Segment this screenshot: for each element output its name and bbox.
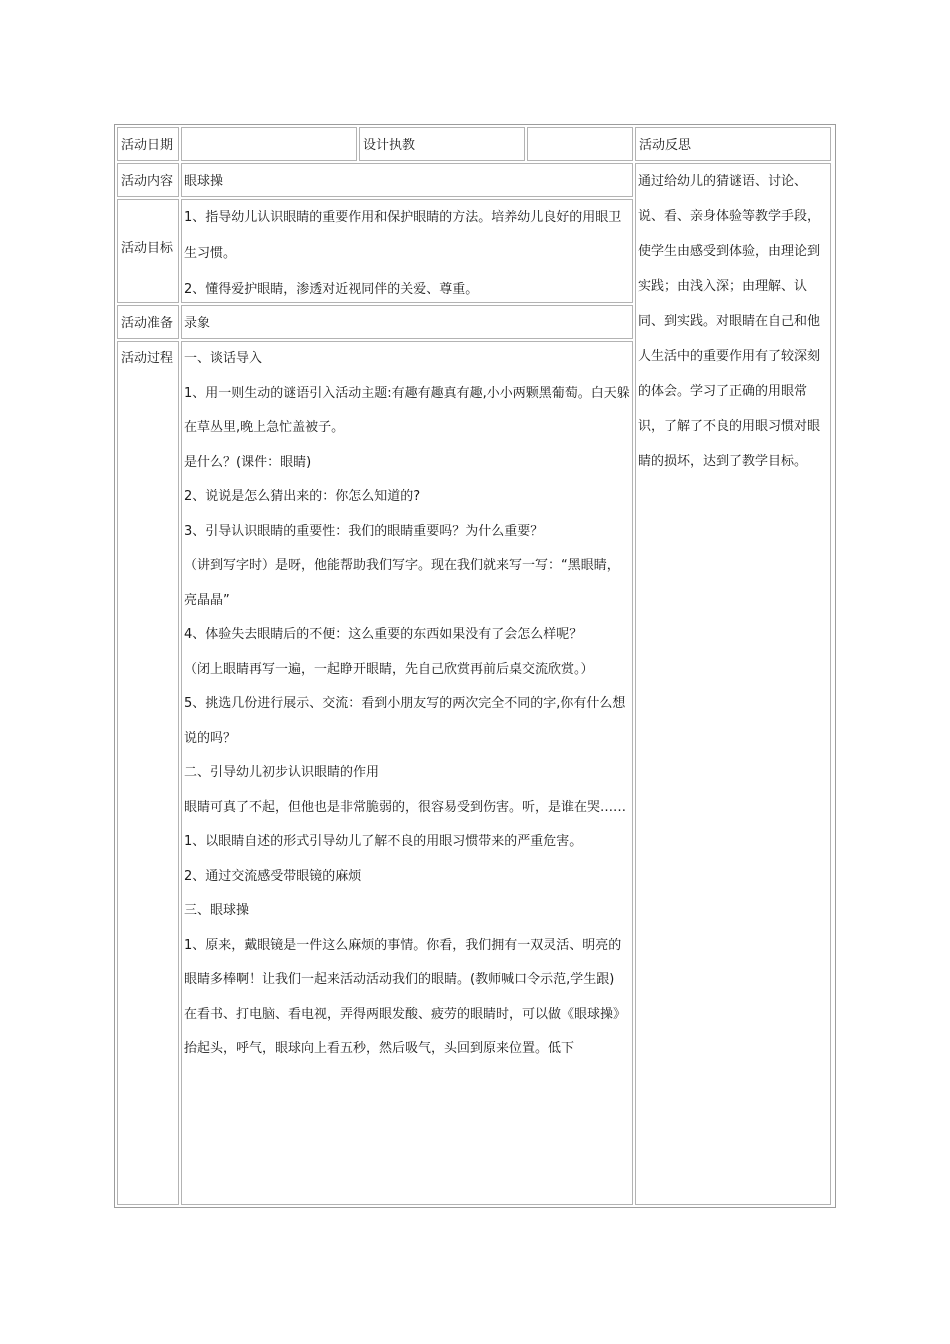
process-line: 5、挑选几份进行展示、交流：看到小朋友写的两次完全不同的字,你有什么想说的吗？ (184, 696, 626, 746)
label-activity-prep: 活动准备 (117, 305, 179, 339)
process-line: 二、引导幼儿初步认识眼睛的作用 (184, 765, 380, 780)
process-line: 4、体验失去眼睛后的不便：这么重要的东西如果没有了会怎么样呢？ (184, 627, 583, 642)
lesson-plan-table (114, 124, 836, 1208)
process-line: 抬起头，呼气，眼球向上看五秒，然后吸气，头回到原来位置。低下 (184, 1041, 575, 1056)
goal-item: 1、指导幼儿认识眼睛的重要作用和保护眼睛的方法。培养幼儿良好的用眼卫生习惯。 (184, 210, 622, 261)
activity-prep-value: 录象 (181, 305, 633, 339)
activity-content-value: 眼球操 (181, 163, 633, 197)
label-design-teacher: 设计执教 (359, 127, 525, 161)
process-line: 1、用一则生动的谜语引入活动主题:有趣有趣真有趣,小小两颗黑葡萄。白天躲在草丛里,晚上急忙盖被子。 (184, 385, 630, 435)
process-line: （讲到写字时）是呀，他能帮助我们写字。现在我们就来写一写：“黑眼睛，亮晶晶” (184, 558, 620, 608)
activity-process-value (181, 341, 633, 1205)
process-line: 一、谈话导入 (184, 351, 263, 366)
process-line: 三、眼球操 (184, 903, 250, 918)
label-activity-content: 活动内容 (117, 163, 179, 197)
goal-item: 2、懂得爱护眼睛，渗透对近视同伴的关爱、尊重。 (184, 282, 479, 297)
process-line: 是什么？(课件：眼睛) (184, 454, 312, 470)
process-line: 1、以眼睛自述的形式引导幼儿了解不良的用眼习惯带来的严重危害。 (184, 834, 583, 849)
process-line: 1、原来，戴眼镜是一件这么麻烦的事情。你看，我们拥有一双灵活、明亮的眼睛多棒啊！让我们一起来活动活动我们的眼睛。(教师喊口令示范,学生跟) (184, 937, 622, 987)
label-activity-process: 活动过程 (117, 341, 179, 1205)
activity-goal-value (181, 199, 633, 303)
activity-date-value (181, 127, 357, 161)
reflection-text: 通过给幼儿的猜谜语、讨论、说、看、亲身体验等教学手段，使学生由感受到体验，由理论到实践；由浅入深；由理解、认同、到实践。对眼睛在自己和他人生活中的重要作用有了较深刻的体会。学习了正确的用眼常识，了解了不良的用眼习惯对眼睛的损坏，达到了教学目标。 (638, 174, 821, 469)
label-activity-goal: 活动目标 (117, 199, 179, 303)
process-line: 在看书、打电脑、看电视，弄得两眼发酸、疲劳的眼睛时，可以做《眼球操》 (184, 1006, 627, 1022)
label-activity-reflection: 活动反思 (635, 127, 831, 161)
process-line: 2、说说是怎么猜出来的：你怎么知道的? (184, 489, 421, 504)
label-activity-date: 活动日期 (117, 127, 179, 161)
activity-reflection-value (635, 163, 831, 1205)
design-teacher-value (527, 127, 633, 161)
process-line: 3、引导认识眼睛的重要性：我们的眼睛重要吗？为什么重要？ (184, 523, 544, 539)
process-line: （闭上眼睛再写一遍，一起睁开眼睛，先自己欣赏再前后桌交流欣赏。） (184, 661, 594, 677)
process-line: 2、通过交流感受带眼镜的麻烦 (184, 868, 362, 884)
process-line: 眼睛可真了不起，但他也是非常脆弱的，很容易受到伤害。听，是谁在哭…… (184, 799, 627, 815)
